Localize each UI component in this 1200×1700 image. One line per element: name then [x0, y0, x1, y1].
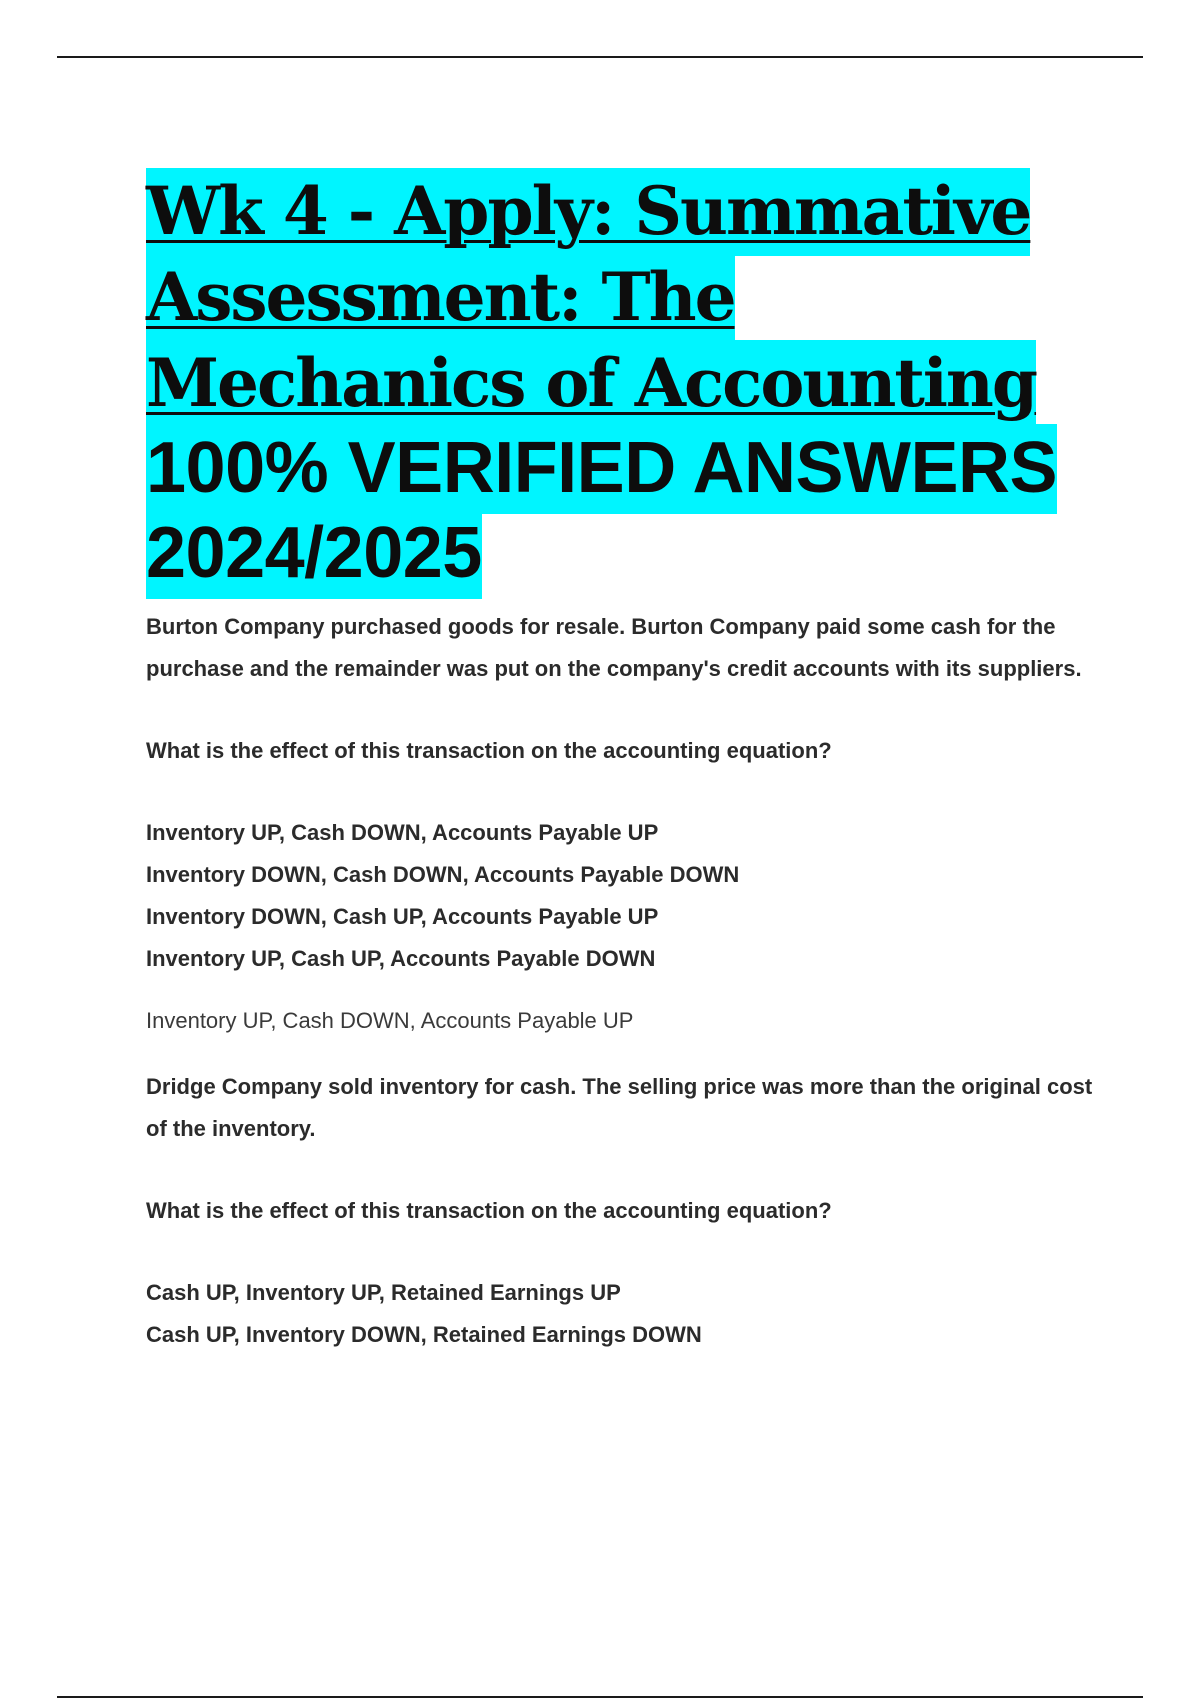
question-1-option-3: Inventory DOWN, Cash UP, Accounts Payable UP: [146, 904, 659, 929]
question-1-option-2: Inventory DOWN, Cash DOWN, Accounts Payable DOWN: [146, 862, 740, 887]
question-2-options: [146, 1272, 1106, 1356]
document-title: [146, 168, 1106, 596]
footer-rule: [57, 1696, 1143, 1698]
title-course-name: Wk 4 - Apply: Summative Assessment: The Mechanics of Accounting: [146, 168, 1036, 428]
question-1-stem: Burton Company purchased goods for resale. Burton Company paid some cash for the purchase and the remainder was put on the company's credit accounts with its suppliers.: [146, 614, 1082, 681]
question-2-prompt: What is the effect of this transaction on the accounting equation?: [146, 1198, 832, 1223]
question-2-stem: Dridge Company sold inventory for cash. The selling price was more than the original cost of the inventory.: [146, 1074, 1093, 1141]
question-2-option-2: Cash UP, Inventory DOWN, Retained Earnings DOWN: [146, 1322, 702, 1347]
header-rule: [57, 56, 1143, 58]
question-1-options: [146, 812, 1106, 980]
question-1-option-1: Inventory UP, Cash DOWN, Accounts Payable UP: [146, 820, 659, 845]
question-1-answer: Inventory UP, Cash DOWN, Accounts Payable UP: [146, 1008, 634, 1033]
question-2-option-1: Cash UP, Inventory UP, Retained Earnings UP: [146, 1280, 621, 1305]
title-verified-answers: 100% VERIFIED ANSWERS 2024/2025: [146, 424, 1057, 599]
question-1-option-4: Inventory UP, Cash UP, Accounts Payable DOWN: [146, 946, 656, 971]
question-1-prompt: What is the effect of this transaction on the accounting equation?: [146, 738, 832, 763]
document-body: [146, 168, 1106, 1356]
